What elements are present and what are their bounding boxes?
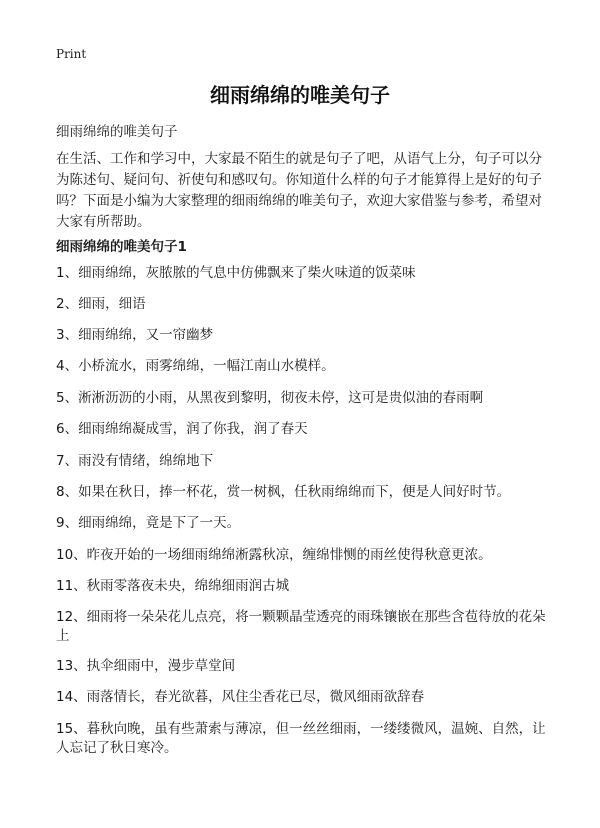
list-item: 13、执伞细雨中，漫步草堂间 bbox=[56, 658, 236, 674]
print-link[interactable]: Print bbox=[56, 47, 87, 61]
list-item: 8、如果在秋日，捧一杯花，赏一树枫，任秋雨绵绵而下，便是人间好时节。 bbox=[56, 484, 511, 500]
section-heading: 细雨绵绵的唯美句子1 bbox=[56, 239, 187, 255]
list-item: 9、细雨绵绵，竟是下了一天。 bbox=[56, 515, 241, 531]
list-item: 1、细雨绵绵，灰脓脓的气息中仿佛飘来了柴火味道的饭菜味 bbox=[56, 265, 416, 281]
list-item: 2、细雨，细语 bbox=[56, 296, 146, 312]
list-item: 7、雨没有情绪，绵绵地下 bbox=[56, 453, 214, 469]
list-item: 15、暮秋向晚，虽有些萧索与薄凉，但一丝丝细雨，一缕缕微风，温婉、自然，让人忘记了秋日寒冷。 bbox=[56, 721, 546, 756]
list-item: 3、细雨绵绵，又一帘幽梦 bbox=[56, 327, 214, 343]
list-item: 12、细雨将一朵朵花儿点亮，将一颗颗晶莹透亮的雨珠镶嵌在那些含苞待放的花朵上 bbox=[56, 609, 546, 644]
intro-paragraph: 在生活、工作和学习中，大家最不陌生的就是句子了吧，从语气上分，句子可以分为陈述句、疑问句、祈使句和感叹句。你知道什么样的句子才能算得上是好的句子吗？下面是小编为大家整理的细雨绵绵的唯美句子，欢迎大家借鉴与参考，希望对大家有所帮助。 bbox=[56, 151, 542, 230]
list-item: 14、雨落情长，春光欲暮，风住尘香花已尽，微风细雨欲辞春 bbox=[56, 689, 425, 705]
list-item: 4、小桥流水，雨雾绵绵，一幅江南山水模样。 bbox=[56, 358, 335, 374]
page-title: 细雨绵绵的唯美句子 bbox=[210, 83, 390, 107]
subtitle: 细雨绵绵的唯美句子 bbox=[56, 124, 178, 140]
list-item: 6、细雨绵绵凝成雪，润了你我，润了春天 bbox=[56, 421, 308, 437]
list-item: 10、昨夜开始的一场细雨绵绵淅露秋凉，缠绵悱恻的雨丝使得秋意更浓。 bbox=[56, 547, 492, 563]
list-item: 11、秋雨零落夜未央，绵绵细雨润古城 bbox=[56, 578, 290, 594]
list-item: 5、淅淅沥沥的小雨，从黑夜到黎明，彻夜未停，这可是贵似油的春雨啊 bbox=[56, 390, 484, 406]
